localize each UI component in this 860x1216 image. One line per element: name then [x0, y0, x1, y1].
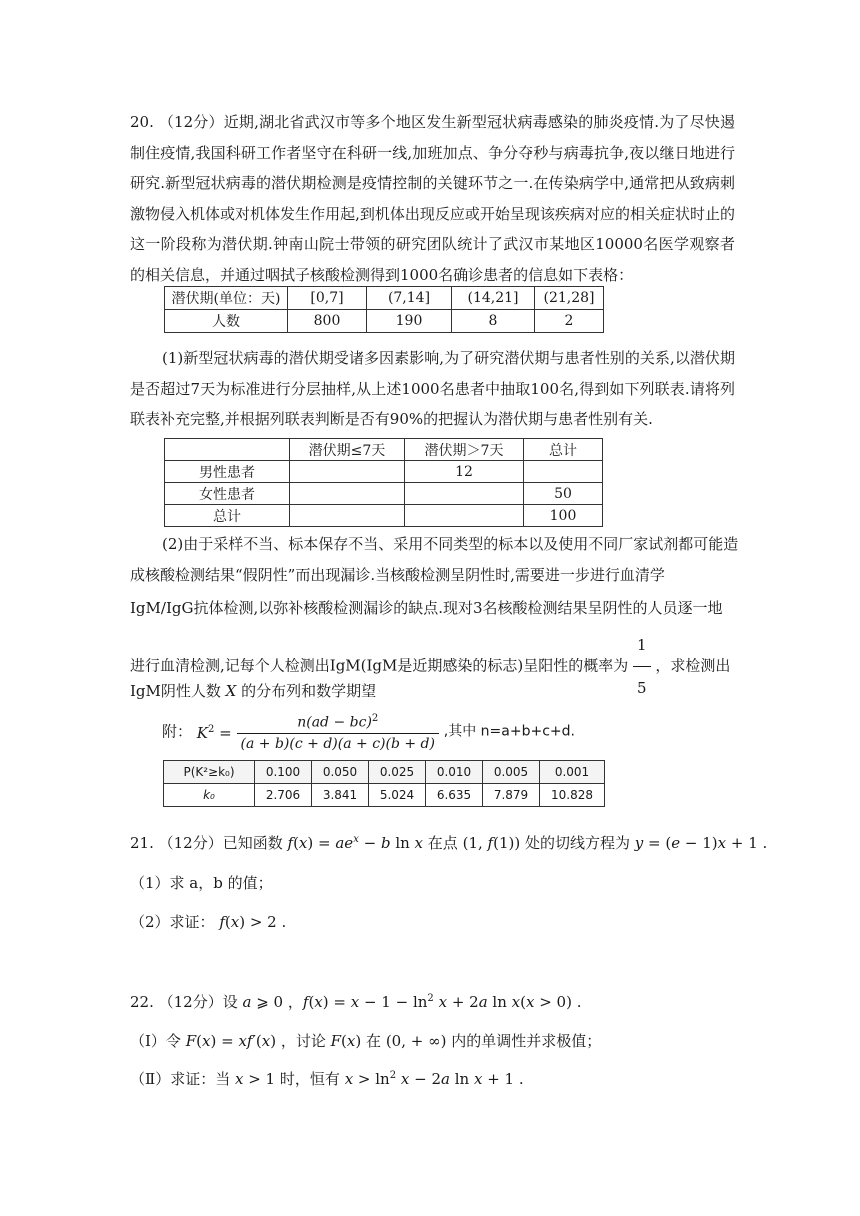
table-cell: 女性患者 [165, 483, 290, 505]
math-x: X [225, 682, 237, 700]
table-row [164, 761, 605, 784]
text: ，讨论 [280, 1032, 326, 1050]
q20-part2-line2: 成核酸检测结果“假阴性”而出现漏诊.当核酸检测呈阴性时,需要进一步进行血清学 [130, 566, 665, 584]
text: 的分布列和数学期望 [241, 682, 377, 700]
text: 处的切线方程为 [524, 834, 630, 852]
table-cell [290, 505, 405, 527]
text: 内的单调性并求极值； [451, 1032, 602, 1050]
table-cell: 12 [405, 461, 524, 483]
table-cell: 7.879 [483, 784, 540, 807]
table-cell: 0.001 [540, 761, 605, 784]
table-cell: 男性患者 [165, 461, 290, 483]
formula-suffix: ,其中 n=a+b+c+d. [443, 723, 575, 740]
math-expr: F(x) = xf′(x) [185, 1032, 277, 1050]
table-cell [165, 439, 290, 461]
table-cell: 潜伏期≤7天 [290, 439, 405, 461]
table-cell: 10.828 [540, 784, 605, 807]
contingency-table [164, 438, 603, 527]
incubation-table [164, 286, 604, 333]
table-cell: 8 [452, 310, 535, 333]
text: （2）求证： [130, 913, 215, 931]
table-cell: (21,28] [535, 287, 604, 310]
q20-intro: 20. （12分）近期,湖北省武汉市等多个地区发生新型冠状病毒感染的肺炎疫情.为了尽快遏制住疫情,我国科研工作者坚守在科研一线,加班加点、争分夺秒与病毒抗争,夜以继日地进行研究.新型冠状病毒的潜伏期检测是疫情控制的关键环节之一.在传染病学中,通常把从致病刺激物侵入机体或对机体发生作用起,到机体出现反应或开始呈现该疾病对应的相关症状时止的这一阶段称为潜伏期.钟南山院士带领的研究团队统计了武汉市某地区10000名医学观察者的相关信息，并通过咽拭子核酸检测得到1000名确诊患者的信息如下表格： [130, 113, 735, 284]
text: （Ⅱ）求证：当 [130, 1070, 231, 1088]
table-row [164, 784, 605, 807]
table-row [165, 439, 603, 461]
table-cell: 3.841 [312, 784, 369, 807]
q22-part1 [130, 1030, 601, 1051]
table-row [165, 310, 604, 333]
table-cell [524, 461, 603, 483]
text: 在 [366, 1032, 382, 1050]
q20-part2-line1: (2)由于采样不当、标本保存不当、采用不同类型的标本以及使用不同厂家试剂都可能造 [162, 535, 739, 553]
text: （Ⅰ）令 [130, 1032, 181, 1050]
table-cell: 190 [367, 310, 452, 333]
table-cell: 100 [524, 505, 603, 527]
table-cell: 5.024 [369, 784, 426, 807]
text: 进行血清检测,记每个人检测出IgM(IgM是近期感染的标志)呈阳性的概率为 [130, 656, 629, 675]
q22-stem [130, 991, 582, 1012]
q20-part1: (1)新型冠状病毒的潜伏期受诸多因素影响,为了研究潜伏期与患者性别的关系,以潜伏期是否超过7天为标准进行分层抽样,从上述1000名患者中抽取100名,得到如下列联表.请将列联表补充完整,并根据列联表判断是否有90%的把握认为潜伏期与患者性别有关. [130, 349, 735, 428]
math-expr: f(x) > 2 . [219, 913, 287, 931]
table-cell: (14,21] [452, 287, 535, 310]
text: ，求检测出 [655, 656, 731, 675]
table-cell: 0.005 [483, 761, 540, 784]
math-expr: (1, f(1)) [462, 834, 521, 852]
table-cell: 0.050 [312, 761, 369, 784]
math-expr: (0, + ∞) [385, 1032, 447, 1050]
table-cell: (7,14] [367, 287, 452, 310]
table-cell: 潜伏期＞7天 [405, 439, 524, 461]
table-cell: 6.635 [426, 784, 483, 807]
math-expr: a ⩾ 0 ，$f(x) = x - 1 - \ln^2 x + 2a$ ln x(x > 0) . [242, 993, 582, 1011]
table-cell: k₀ [164, 784, 255, 807]
q20-part2-line5 [130, 680, 376, 701]
table-cell: 0.010 [426, 761, 483, 784]
fraction-denominator: 5 [637, 679, 647, 697]
table-row [165, 505, 603, 527]
table-cell: 总计 [524, 439, 603, 461]
text: 21. （12分）已知函数 [130, 834, 283, 852]
table-cell: 800 [288, 310, 367, 333]
fraction-numerator: n(ad − bc)$^2$ [237, 709, 439, 734]
text: 22. （12分）设 [130, 993, 238, 1011]
q22-part2 [130, 1068, 524, 1089]
table-cell: 50 [524, 483, 603, 505]
table-cell [405, 483, 524, 505]
formula-prefix: 附： [162, 722, 193, 741]
table-cell: 0.025 [369, 761, 426, 784]
text: IgM阴性人数 [130, 682, 221, 700]
fraction-denominator: (a + b)(c + d)(a + c)(b + d) [240, 735, 435, 752]
q21-part2 [130, 911, 286, 932]
probability-fraction [633, 624, 651, 709]
q20-part2-line3: IgM/IgG抗体检测,以弥补核酸检测漏诊的缺点.现对3名核酸检测结果呈阴性的人员逐一地 [130, 599, 723, 617]
math-expr: x > 1 [234, 1070, 276, 1088]
math-expr: $f(x) = ae^x - b$ ln x [287, 834, 424, 852]
table-cell: 人数 [165, 310, 288, 333]
critical-value-table [163, 760, 605, 807]
table-cell: [0,7] [288, 287, 367, 310]
fraction-numerator: 1 [633, 624, 651, 667]
table-row [165, 287, 604, 310]
table-cell: 总计 [165, 505, 290, 527]
table-cell: 2.706 [255, 784, 312, 807]
text: 在点 [427, 834, 458, 852]
table-cell: 2 [535, 310, 604, 333]
table-cell: 0.100 [255, 761, 312, 784]
q21-part1: （1）求 a，b 的值； [130, 874, 273, 892]
table-row [165, 461, 603, 483]
table-cell: 潜伏期(单位：天) [165, 287, 288, 310]
table-cell [290, 483, 405, 505]
table-cell: P(K²≥k₀) [164, 761, 255, 784]
text: 时，恒有 [279, 1070, 340, 1088]
math-expr: $x > \ln^2 x - 2a$ ln x + 1 . [344, 1070, 524, 1088]
table-row [165, 483, 603, 505]
math-expr: F(x) [330, 1032, 362, 1050]
math-expr: y = (e − 1)x + 1 . [634, 834, 768, 852]
table-cell [405, 505, 524, 527]
q21-stem [130, 832, 767, 853]
formula-fraction [237, 709, 439, 754]
table-cell [290, 461, 405, 483]
chi-square-formula [162, 709, 575, 754]
math-k2: $K^2$ = [196, 723, 232, 742]
